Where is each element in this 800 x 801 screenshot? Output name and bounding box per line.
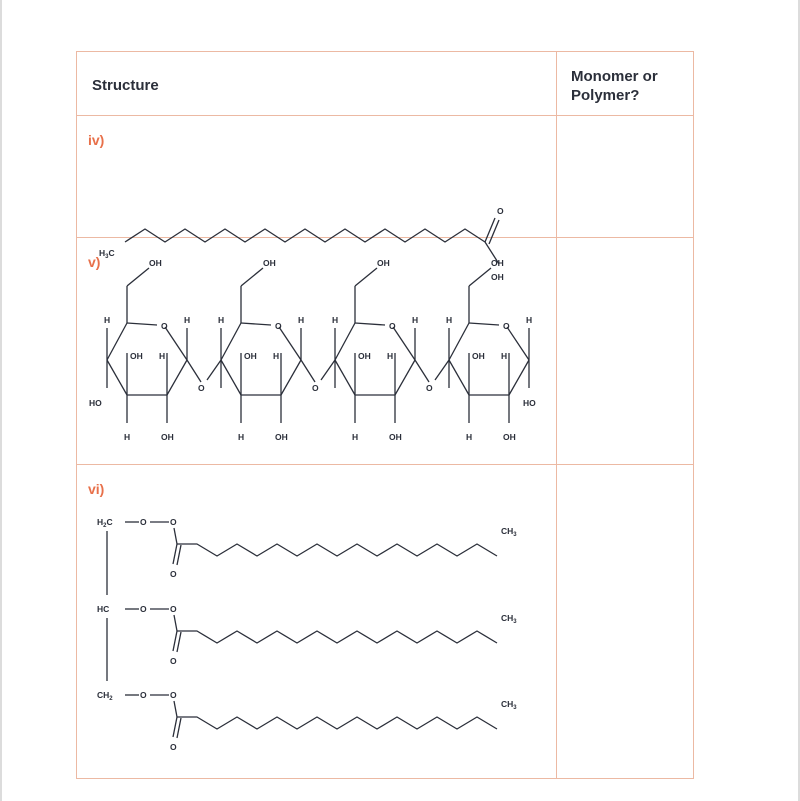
structure-cell-vi (77, 465, 557, 779)
oh-label: OH (503, 432, 516, 442)
ester-oxygen: O (140, 517, 147, 527)
h-label: H (352, 432, 359, 442)
acyl-chain-3 (97, 690, 517, 752)
structure-header-cell (77, 52, 557, 116)
h-label: H (466, 432, 473, 442)
answer-header-cell (557, 52, 694, 116)
h-label: H (273, 351, 280, 361)
h-label: H (218, 315, 225, 325)
answer-cell-vi[interactable] (557, 465, 694, 779)
triglyceride-structure (77, 465, 557, 779)
answer-cell-v[interactable] (557, 238, 694, 465)
table-row-vi (77, 465, 694, 779)
structure-header: Structure (92, 77, 159, 94)
row-label-v: v) (88, 254, 101, 270)
answer-header-line2: Polymer? (571, 87, 640, 104)
oh-label: OH (275, 432, 288, 442)
oh-label: OH (472, 351, 485, 361)
glycerol-carbon-label: $H_2C$ (97, 517, 113, 529)
polysaccharide-structure (77, 238, 557, 465)
ring-oxygen: O (389, 321, 396, 331)
glucose-unit-1 (89, 258, 221, 442)
ester-oxygen: O (140, 604, 147, 614)
ho-label: HO (523, 398, 536, 408)
acyl-chain-2 (97, 604, 517, 666)
answer-cell-iv[interactable] (557, 116, 694, 238)
fatty-acid-structure (77, 116, 557, 282)
h3c-label: $H_3C$ (99, 248, 115, 260)
methyl-label: $CH_3$ (501, 613, 517, 625)
h-label: H (124, 432, 131, 442)
oh-label: OH (161, 432, 174, 442)
ester-oxygen: O (170, 690, 177, 700)
ch2oh-label: OH (263, 258, 276, 268)
glycosidic-oxygen: O (426, 383, 433, 393)
hydroxyl-label: OH (491, 272, 504, 282)
h-label: H (184, 315, 191, 325)
ester-oxygen: O (170, 517, 177, 527)
h-label: H (159, 351, 166, 361)
row-label-vi: vi) (88, 481, 105, 497)
ring-oxygen: O (275, 321, 282, 331)
ch2oh-label: OH (149, 258, 162, 268)
header-row (77, 52, 694, 116)
h-label: H (501, 351, 508, 361)
ring-oxygen: O (503, 321, 510, 331)
h-label: H (526, 315, 533, 325)
h-label: H (332, 315, 339, 325)
answer-header (571, 67, 658, 105)
answer-header-line1: Monomer or (571, 68, 658, 85)
table-row-iv (77, 116, 694, 238)
glycerol-carbon-label: HC (97, 604, 110, 614)
h-label: H (298, 315, 305, 325)
worksheet-table (76, 51, 694, 779)
oh-label: OH (358, 351, 371, 361)
methyl-label: $CH_3$ (501, 526, 517, 538)
h-label: H (387, 351, 394, 361)
h-label: H (104, 315, 111, 325)
structure-cell-v (77, 238, 557, 465)
h-label: H (412, 315, 419, 325)
oh-label: OH (130, 351, 143, 361)
row-label-iv: iv) (88, 132, 105, 148)
methyl-label: $CH_3$ (501, 699, 517, 711)
acyl-chain-1 (97, 517, 517, 579)
h-label: H (238, 432, 245, 442)
table-row-v (77, 238, 694, 465)
ester-oxygen: O (140, 690, 147, 700)
oh-label: OH (389, 432, 402, 442)
glycerol-carbon-label: $CH_2$ (97, 690, 113, 702)
h-label: H (446, 315, 453, 325)
ch2oh-label: OH (491, 258, 504, 268)
glucose-unit-4 (446, 258, 536, 442)
carbonyl-oxygen: O (170, 742, 177, 752)
ho-label: HO (89, 398, 102, 408)
oh-label: OH (244, 351, 257, 361)
carbonyl-oxygen: O (170, 569, 177, 579)
glucose-unit-3 (332, 258, 449, 442)
carbonyl-oxygen: O (170, 656, 177, 666)
frame-left-edge (0, 0, 2, 801)
ch2oh-label: OH (377, 258, 390, 268)
glucose-unit-2 (218, 258, 335, 442)
ring-oxygen: O (161, 321, 168, 331)
structure-cell-iv (77, 116, 557, 282)
carbonyl-o-label: O (497, 206, 504, 216)
ester-oxygen: O (170, 604, 177, 614)
glycosidic-oxygen: O (312, 383, 319, 393)
glycosidic-oxygen: O (198, 383, 205, 393)
